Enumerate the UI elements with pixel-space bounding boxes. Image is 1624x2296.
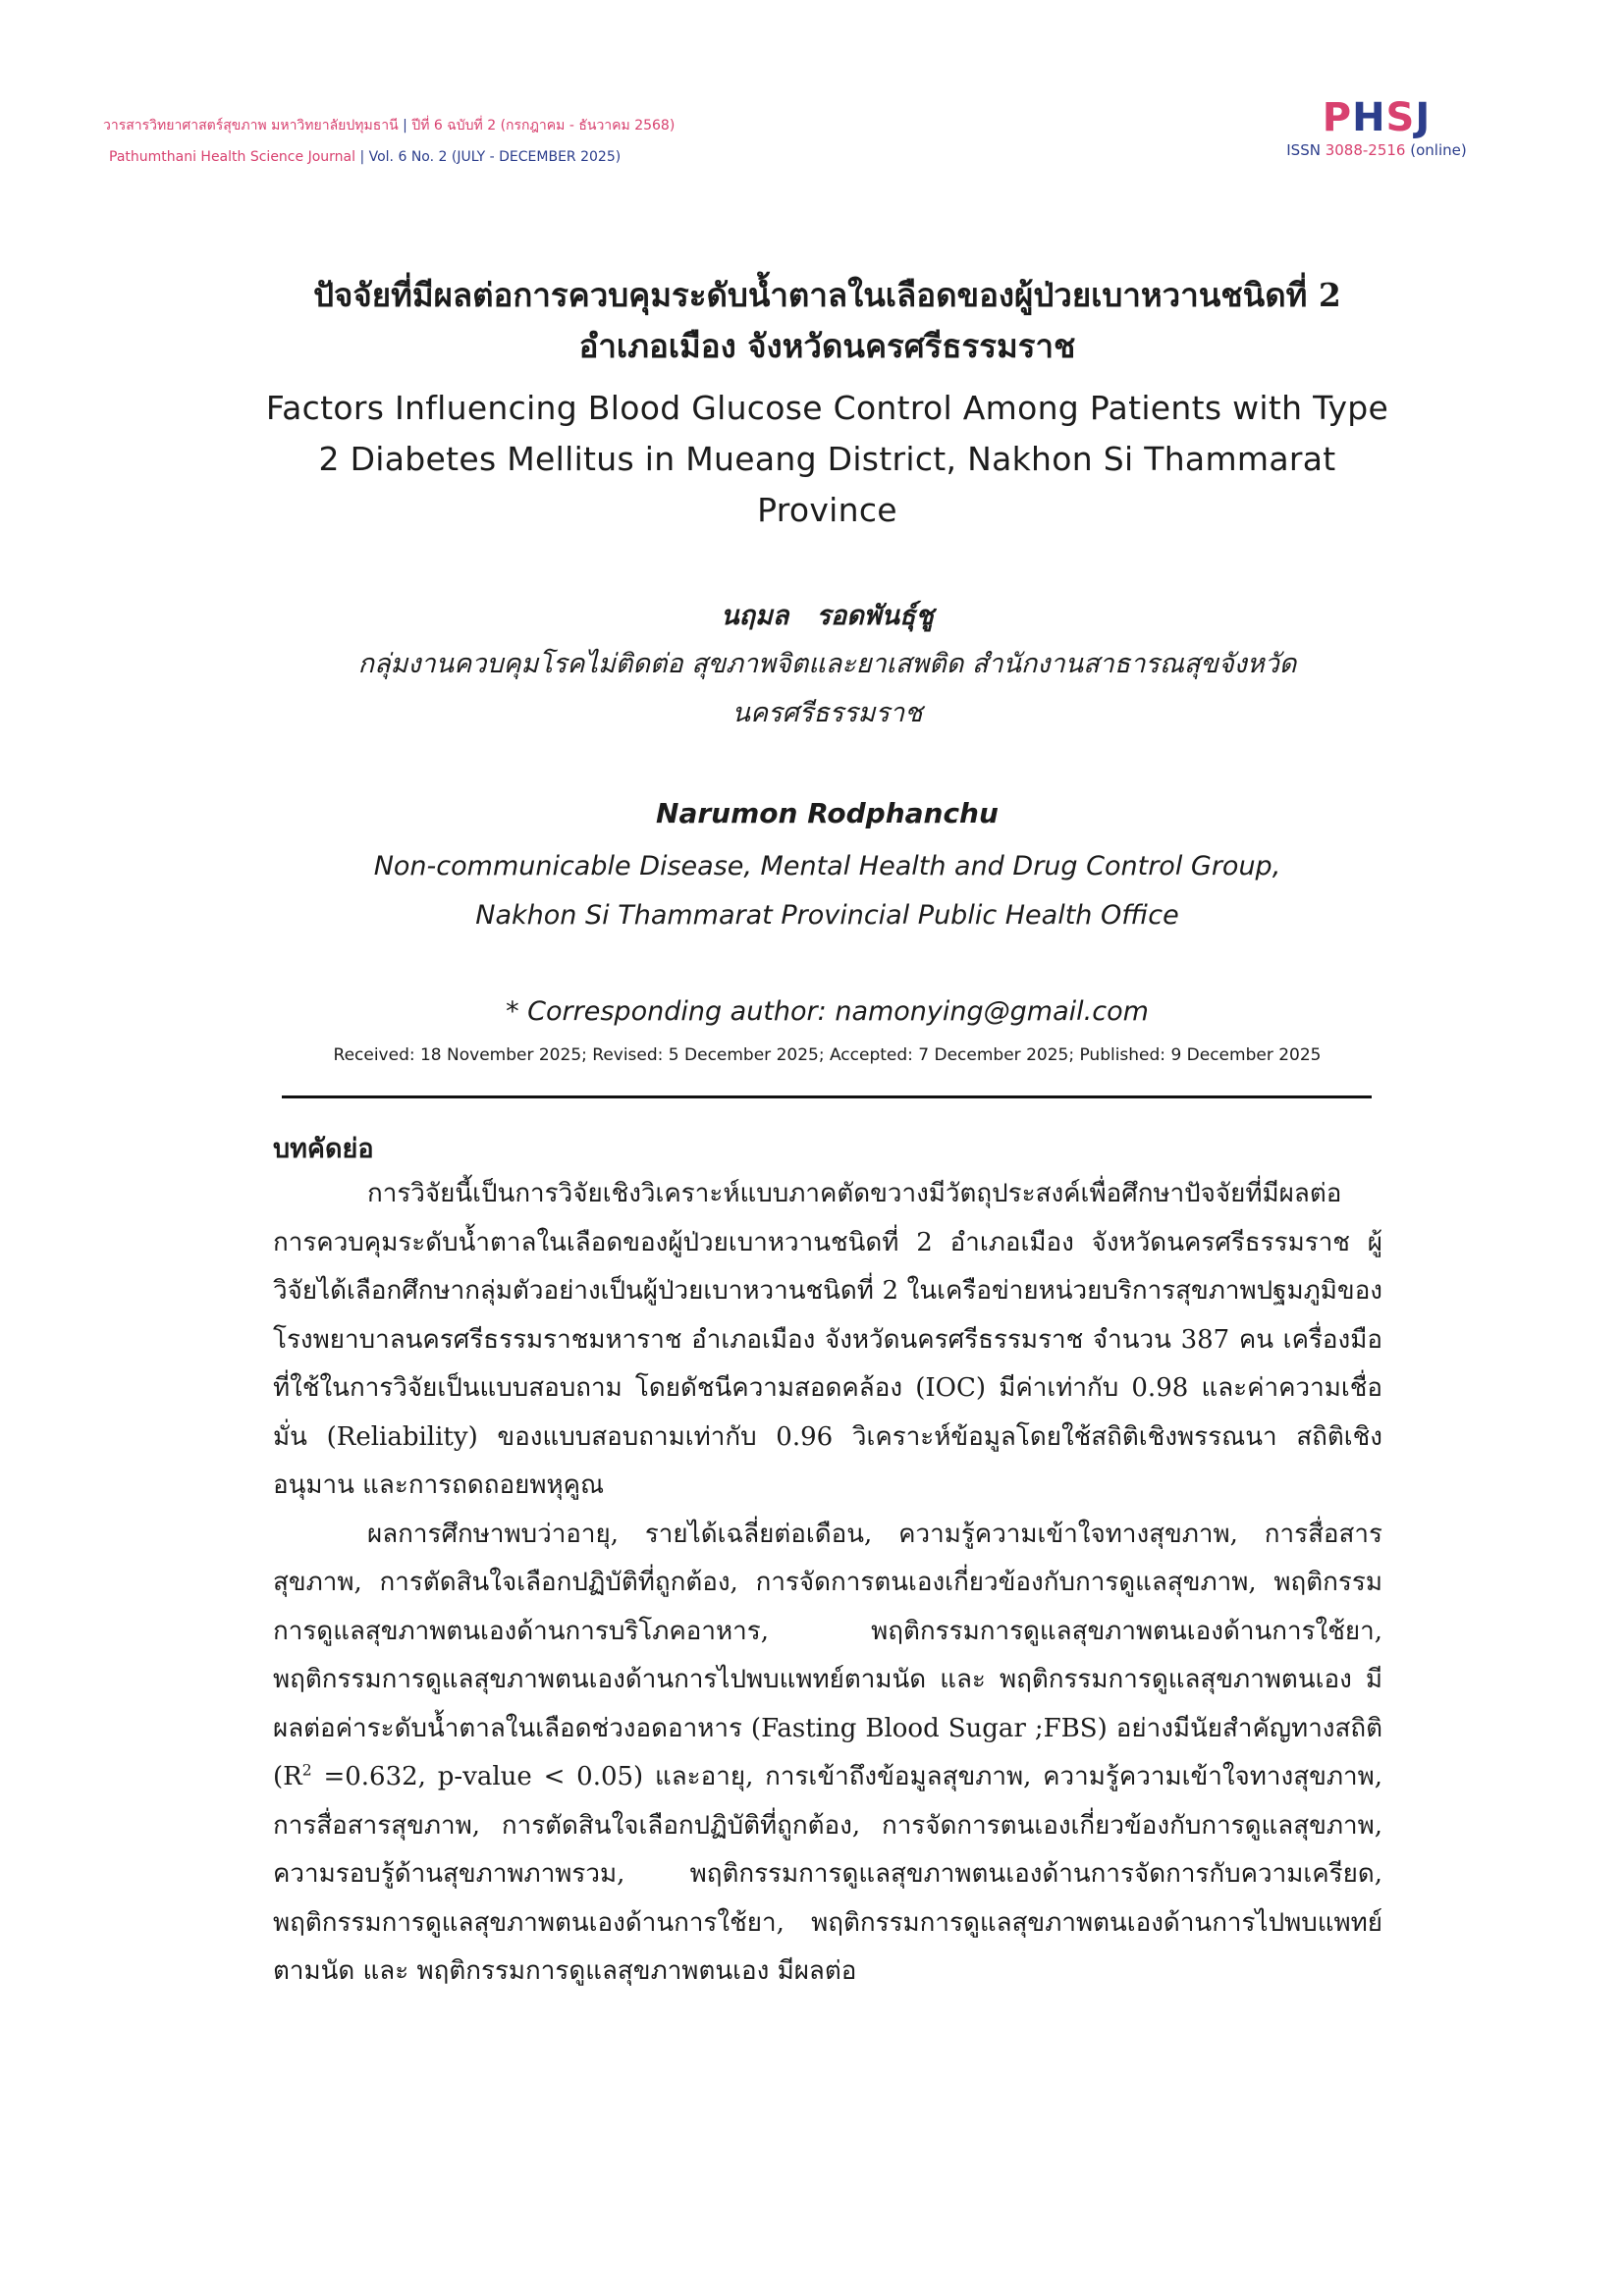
title-english bbox=[226, 383, 1429, 536]
divider bbox=[282, 1095, 1372, 1098]
author-name-english: Narumon Rodphanchu bbox=[656, 797, 999, 829]
superscript: 2 bbox=[301, 1761, 312, 1780]
journal-name-thai: วารสารวิทยาศาสตร์สุขภาพ มหาวิทยาลัยปทุมธานี bbox=[103, 118, 399, 133]
author-name-thai: นฤมล รอดพันธุ์ชู bbox=[721, 601, 934, 631]
abstract-paragraph: การวิจัยนี้เป็นการวิจัยเชิงวิเคราะห์แบบภาคตัดขวางมีวัตถุประสงค์เพื่อศึกษาปัจจัยที่มีผลต่อการควบคุมระดับน้ำตาลในเลือดของผู้ป่วยเบาหวานชนิดที่ 2 อำเภอเมือง จังหวัดนครศรีธรรมราช ผู้วิจัยได้เลือกศึกษากลุ่มตัวอย่างเป็นผู้ป่วยเบาหวานชนิดที่ 2 ในเครือข่ายหน่วยบริการสุขภาพปฐมภูมิของโรงพยาบาลนครศรีธรรมราชมหาราช อำเภอเมือง จังหวัดนครศรีธรรมราช จำนวน 387 คน เครื่องมือที่ใช้ในการวิจัยเป็นแบบสอบถาม โดยดัชนีความสอดคล้อง (IOC) มีค่าเท่ากับ 0.98 และค่าความเชื่อมั่น (Reliability) ของแบบสอบถามเท่ากับ 0.96 วิเคราะห์ข้อมูลโดยใช้สถิติเชิงพรรณนา สถิติเชิงอนุมาน และการถดถอยพหุคูณ bbox=[273, 1179, 1382, 1500]
abstract-body bbox=[273, 1170, 1382, 1997]
title-english-line: Factors Influencing Blood Glucose Control Among Patients with Type bbox=[265, 389, 1389, 427]
running-header-thai bbox=[103, 110, 675, 141]
corresponding-author: * Corresponding author: namonying@gmail.com bbox=[506, 996, 1149, 1027]
header-separator: | bbox=[403, 118, 407, 133]
running-header bbox=[103, 110, 675, 173]
header-separator: | bbox=[359, 149, 365, 165]
journal-name-english: Pathumthani Health Science Journal bbox=[109, 149, 355, 165]
title-thai-line: ปัจจัยที่มีผลต่อการควบคุมระดับน้ำตาลในเลือดของผู้ป่วยเบาหวานชนิดที่ 2 bbox=[313, 276, 1341, 314]
issue-english: Vol. 6 No. 2 (JULY - DECEMBER 2025) bbox=[368, 149, 622, 165]
title-thai bbox=[226, 270, 1429, 372]
publication-dates: Received: 18 November 2025; Revised: 5 December 2025; Accepted: 7 December 2025; Published: 9 December 2025 bbox=[333, 1045, 1322, 1065]
title-thai-line: อำเภอเมือง จังหวัดนครศรีธรรมราช bbox=[578, 327, 1076, 365]
title-english-line: Province bbox=[757, 491, 897, 529]
logo-wordmark: PHSJ bbox=[1322, 95, 1432, 140]
abstract-heading: บทคัดย่อ bbox=[273, 1134, 374, 1164]
issn: ISSN 3088-2516 (online) bbox=[1286, 141, 1467, 159]
issue-thai: ปีที่ 6 ฉบับที่ 2 (กรกฎาคม - ธันวาคม 2568) bbox=[411, 118, 676, 133]
affiliation-english: Non-communicable Disease, Mental Health and Drug Control Group, Nakhon Si Thammarat Provincial Public Health Office bbox=[373, 851, 1281, 931]
affiliation-thai: กลุ่มงานควบคุมโรคไม่ติดต่อ สุขภาพจิตและยาเสพติด สำนักงานสาธารณสุขจังหวัด นครศรีธรรมราช bbox=[357, 649, 1297, 728]
title-english-line: 2 Diabetes Mellitus in Mueang District, Nakhon Si Thammarat bbox=[318, 440, 1336, 478]
journal-logo bbox=[1269, 94, 1485, 159]
running-header-english bbox=[103, 141, 675, 173]
abstract-paragraph: ผลการศึกษาพบว่าอายุ, รายได้เฉลี่ยต่อเดือน, ความรู้ความเข้าใจทางสุขภาพ, การสื่อสารสุขภาพ, การตัดสินใจเลือกปฏิบัติที่ถูกต้อง, การจัดการตนเองเกี่ยวข้องกับการดูแลสุขภาพ, พฤติกรรมการดูแลสุขภาพตนเองด้านการบริโภคอาหาร, พฤติกรรมการดูแลสุขภาพตนเองด้านการใช้ยา, พฤติกรรมการดูแลสุขภาพตนเองด้านการไปพบแพทย์ตามนัด และ พฤติกรรมการดูแลสุขภาพตนเอง มีผลต่อค่าระดับน้ำตาลในเลือดช่วงอดอาหาร (Fasting Blood Sugar ;FBS) อย่างมีนัยสำคัญทางสถิติ ($R^2 =0.632$, p-value < 0.05) และอายุ, การเข้าถึงข้อมูลสุขภาพ, ความรู้ความเข้าใจทางสุขภาพ, การสื่อสารสุขภาพ, การตัดสินใจเลือกปฏิบัติที่ถูกต้อง, การจัดการตนเองเกี่ยวข้องกับการดูแลสุขภาพ, ความรอบรู้ด้านสุขภาพภาพรวม, พฤติกรรมการดูแลสุขภาพตนเองด้านการจัดการกับความเครียด, พฤติกรรมการดูแลสุขภาพตนเองด้านการใช้ยา, พฤติกรรมการดูแลสุขภาพตนเองด้านการไปพบแพทย์ตามนัด และ พฤติกรรมการดูแลสุขภาพตนเอง มีผลต่อ bbox=[273, 1519, 1382, 1986]
